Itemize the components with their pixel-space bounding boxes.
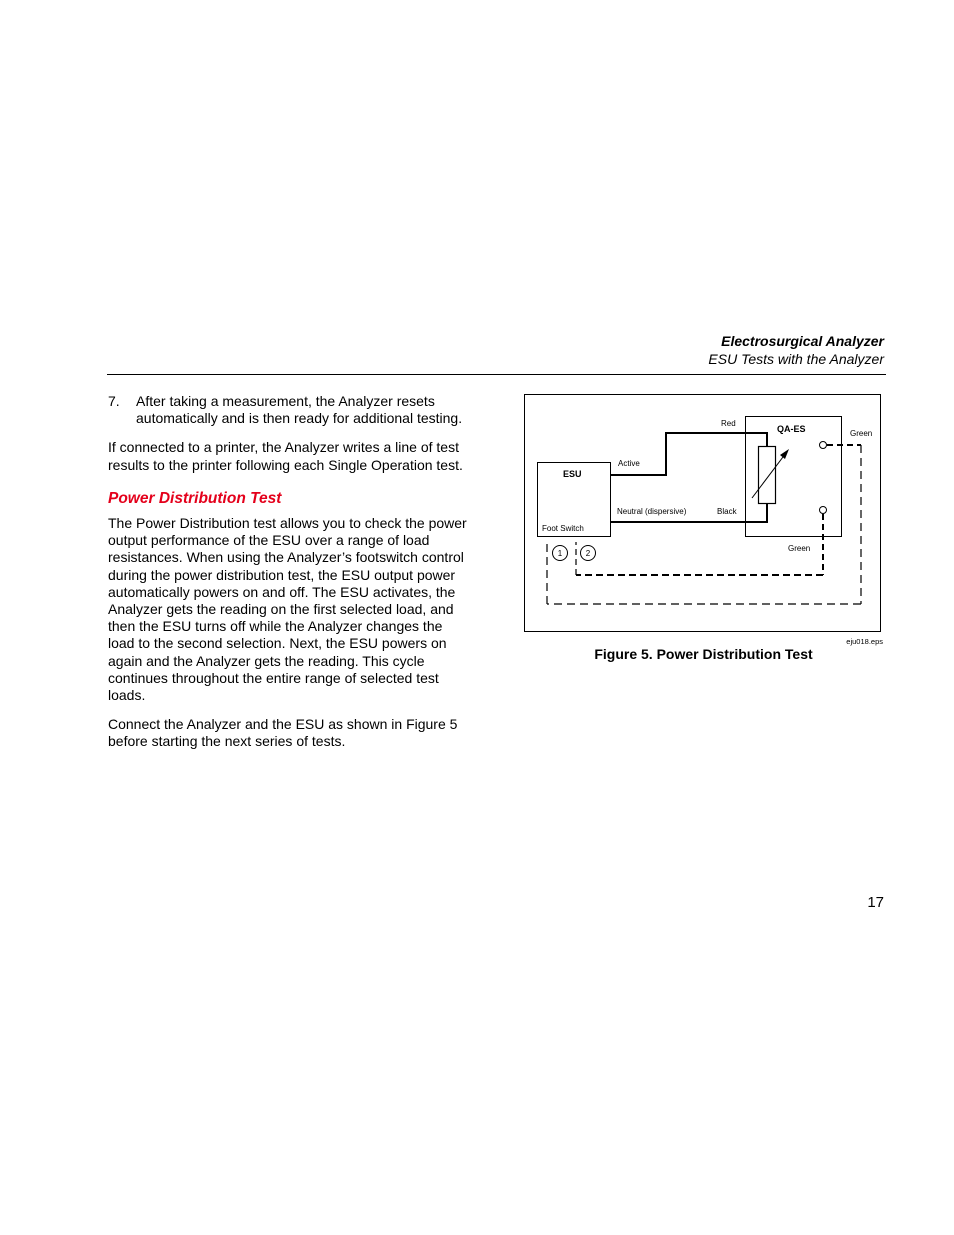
figure-caption: Figure 5. Power Distribution Test (594, 646, 813, 662)
header-rule (107, 374, 886, 375)
wiring-diagram (525, 395, 881, 632)
circle-2-label: 2 (585, 549, 591, 558)
figure-power-distribution (524, 394, 881, 632)
terminal-bottom-icon (820, 507, 827, 514)
active-red-lead (611, 433, 767, 475)
green-bottom-label: Green (788, 544, 811, 553)
qa-es-label: QA-ES (777, 424, 806, 434)
step-text: After taking a measurement, the Analyzer resets automatically and is then ready for additional testing. (136, 393, 463, 427)
neutral-label: Neutral (dispersive) (617, 507, 687, 516)
section-heading: Power Distribution Test (108, 489, 282, 507)
green-top-label: Green (850, 429, 873, 438)
paragraph-description: The Power Distribution test allows you to check the power output performance of the ESU over a range of load resistances. When using the Analyzer’s footswitch control during the power distribution test, the ESU output power automatically powers on and off. The ESU activates, the Analyzer gets the reading on the first selected load, and then the ESU turns off while the Analyzer changes the load to the second selection. Next, the ESU powers on again and the Analyzer gets the reading. This cycle continues throughout the entire range of selected test loads. (108, 515, 467, 704)
foot-switch-label: Foot Switch (542, 524, 584, 533)
running-header-title: Electrosurgical Analyzer (721, 333, 884, 349)
step-7 (108, 393, 470, 427)
paragraph-printer: If connected to a printer, the Analyzer writes a line of test results to the printer following each Single Operation test. (108, 439, 463, 473)
arrow-head-icon (780, 449, 789, 459)
page-number: 17 (867, 894, 884, 911)
step-number: 7. (108, 393, 120, 409)
black-label: Black (717, 507, 737, 516)
terminal-top-icon (820, 442, 827, 449)
paragraph-connect: Connect the Analyzer and the ESU as shown in Figure 5 before starting the next series of tests. (108, 716, 458, 750)
variable-resistor-icon (759, 447, 776, 504)
esu-label: ESU (563, 469, 582, 479)
left-column (108, 393, 470, 763)
running-header-subtitle: ESU Tests with the Analyzer (708, 351, 884, 367)
active-label: Active (618, 459, 640, 468)
figure-file-name: eju018.eps (846, 637, 883, 646)
red-label: Red (721, 419, 736, 428)
circle-1-label: 1 (557, 549, 563, 558)
